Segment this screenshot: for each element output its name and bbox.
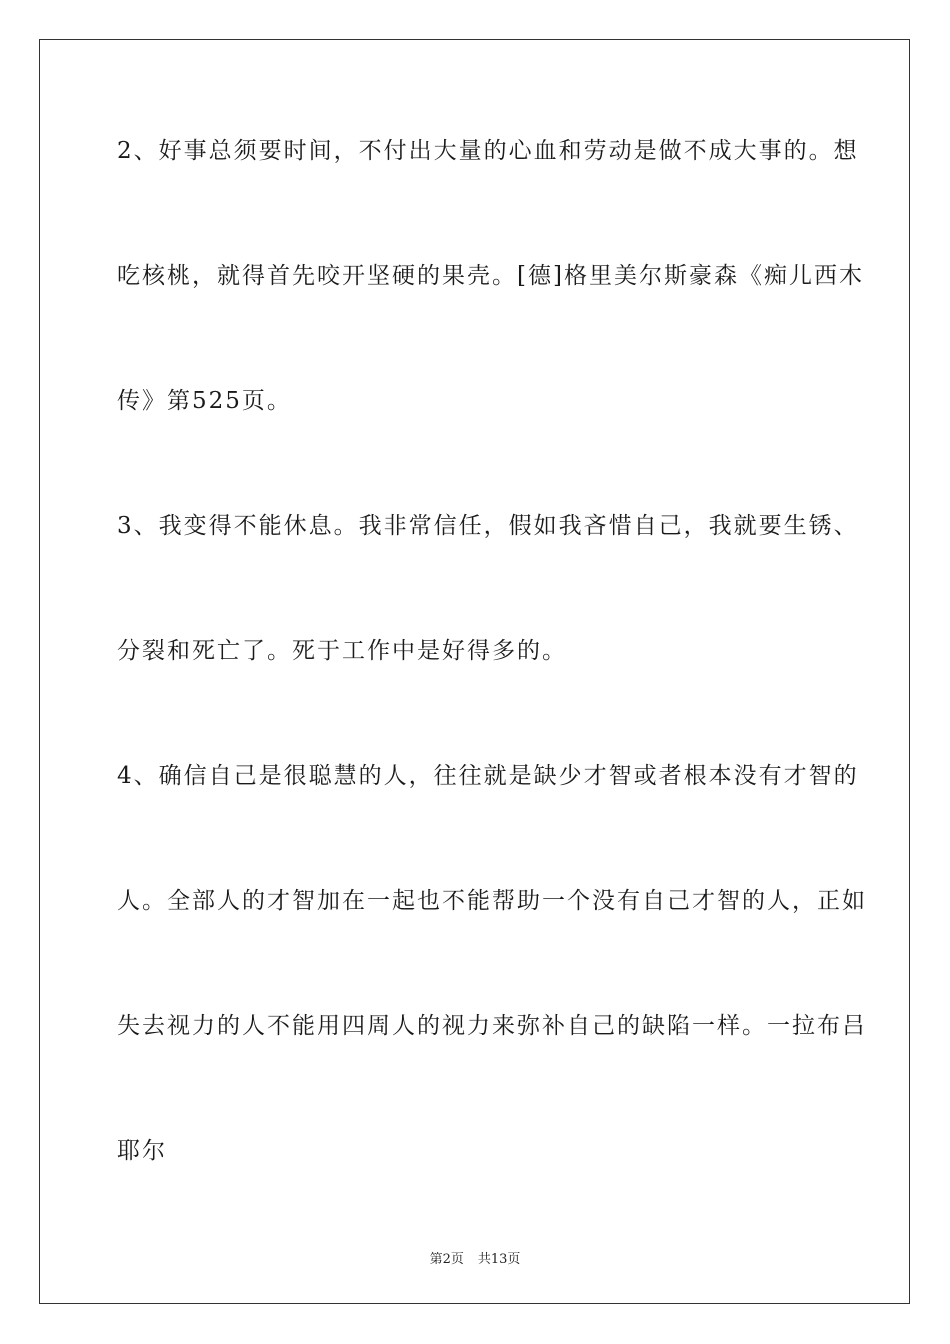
- text-line-7: 人。全部人的才智加在一起也不能帮助一个没有自己才智的人，正如: [117, 888, 867, 914]
- text-line-5: 分裂和死亡了。死于工作中是好得多的。: [117, 638, 567, 664]
- text-line-2: 吃核桃，就得首先咬开坚硬的果壳。[德]格里美尔斯豪森《痴儿西木: [117, 263, 864, 289]
- page-footer: [0, 1248, 950, 1267]
- text-line-3: 传》第525页。: [117, 388, 292, 414]
- text-line-9: 耶尔: [117, 1138, 167, 1164]
- page-border: [39, 39, 910, 1304]
- text-line-4: 3、我变得不能休息。我非常信任，假如我吝惜自己，我就要生锈、: [117, 513, 859, 539]
- page-number: 第2页: [429, 1252, 464, 1267]
- text-line-6: 4、确信自己是很聪慧的人，往往就是缺少才智或者根本没有才智的: [117, 763, 859, 789]
- page-total: 共13页: [477, 1252, 521, 1267]
- text-line-8: 失去视力的人不能用四周人的视力来弥补自己的缺陷一样。一拉布吕: [117, 1013, 867, 1039]
- text-line-1: 2、好事总须要时间，不付出大量的心血和劳动是做不成大事的。想: [117, 138, 859, 164]
